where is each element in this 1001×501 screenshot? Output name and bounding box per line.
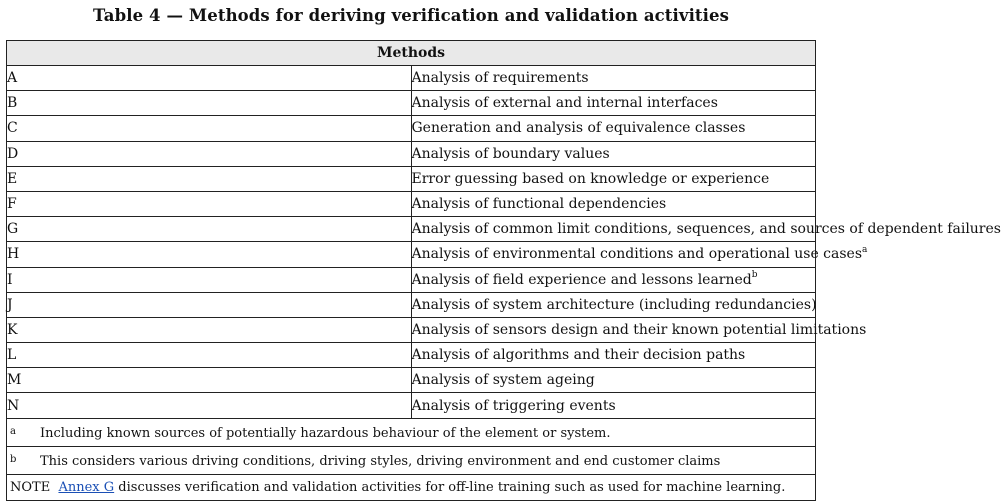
method-letter: N (7, 393, 412, 418)
table-footer (7, 418, 816, 500)
method-letter: D (7, 141, 412, 166)
method-description (411, 166, 816, 191)
method-text: Analysis of field experience and lessons learned (411, 271, 752, 288)
table-row (7, 242, 816, 267)
method-letter: G (7, 217, 412, 242)
footnote-row (7, 418, 816, 446)
method-letter: A (7, 66, 412, 91)
table-row (7, 191, 816, 216)
method-description (411, 317, 867, 342)
table-row (7, 317, 816, 342)
method-description (411, 368, 816, 393)
method-letter: H (7, 242, 412, 267)
method-text: Analysis of triggering events (411, 397, 616, 414)
method-description (411, 267, 816, 292)
method-description (411, 242, 868, 267)
table-row (7, 217, 816, 242)
table-row (7, 141, 816, 166)
note-row (7, 474, 816, 500)
note-cell (7, 474, 816, 500)
method-text: Analysis of sensors design and their known potential limitations (411, 321, 867, 338)
method-text: Generation and analysis of equivalence classes (411, 120, 746, 137)
table-row (7, 116, 816, 141)
footnote-b (7, 446, 816, 474)
footnote-reference: b (751, 269, 758, 280)
method-letter: K (7, 317, 412, 342)
method-description (411, 191, 816, 216)
method-description (411, 393, 816, 418)
footnote-text: This considers various driving conditions, driving styles, driving environment and end customer claims (40, 453, 721, 469)
method-text: Analysis of common limit conditions, sequences, and sources of dependent failures (411, 221, 1001, 238)
method-text: Analysis of functional dependencies (411, 196, 667, 213)
method-text: Analysis of algorithms and their decision paths (411, 347, 746, 364)
footnote-a (7, 418, 816, 446)
footnote-mark: a (10, 425, 16, 437)
note-label: NOTE (10, 479, 51, 495)
methods-table (6, 40, 1001, 501)
method-text: Analysis of system architecture (including redundancies) (411, 296, 817, 313)
method-text: Error guessing based on knowledge or experience (411, 170, 770, 187)
table-row (7, 393, 816, 418)
method-description (411, 116, 816, 141)
footnote-reference: a (862, 244, 868, 255)
table-row (7, 66, 816, 91)
method-text: Analysis of system ageing (411, 372, 595, 389)
methods-table-body (7, 66, 1001, 419)
footnote-mark: b (10, 453, 17, 465)
table-row (7, 292, 816, 317)
table-row (7, 343, 816, 368)
table-row (7, 166, 816, 191)
table-row (7, 368, 816, 393)
table-row (7, 91, 816, 116)
table-title: Table 4 — Methods for deriving verification and validation activities (92, 6, 730, 25)
table-row (7, 267, 816, 292)
method-letter: L (7, 343, 412, 368)
method-text: Analysis of environmental conditions and operational use cases (411, 246, 863, 263)
method-letter: B (7, 91, 412, 116)
method-description (411, 141, 816, 166)
method-description (411, 343, 816, 368)
table-header-row (7, 41, 816, 66)
method-description (411, 292, 816, 317)
method-description (411, 91, 816, 116)
note-text: discusses verification and validation activities for off-line training such as used for machine learning. (114, 479, 786, 495)
footnote-text: Including known sources of potentially hazardous behaviour of the element or system. (40, 425, 611, 441)
method-letter: I (7, 267, 412, 292)
method-letter: E (7, 166, 412, 191)
method-letter: J (7, 292, 412, 317)
method-text: Analysis of boundary values (411, 145, 610, 162)
method-text: Analysis of requirements (411, 70, 589, 87)
footnote-row (7, 446, 816, 474)
method-letter: M (7, 368, 412, 393)
method-letter: F (7, 191, 412, 216)
methods-header: Methods (7, 41, 816, 66)
method-description (411, 217, 1001, 242)
method-letter: C (7, 116, 412, 141)
method-description (411, 66, 816, 91)
method-text: Analysis of external and internal interfaces (411, 95, 718, 112)
annex-g-link[interactable]: Annex G (58, 479, 115, 495)
